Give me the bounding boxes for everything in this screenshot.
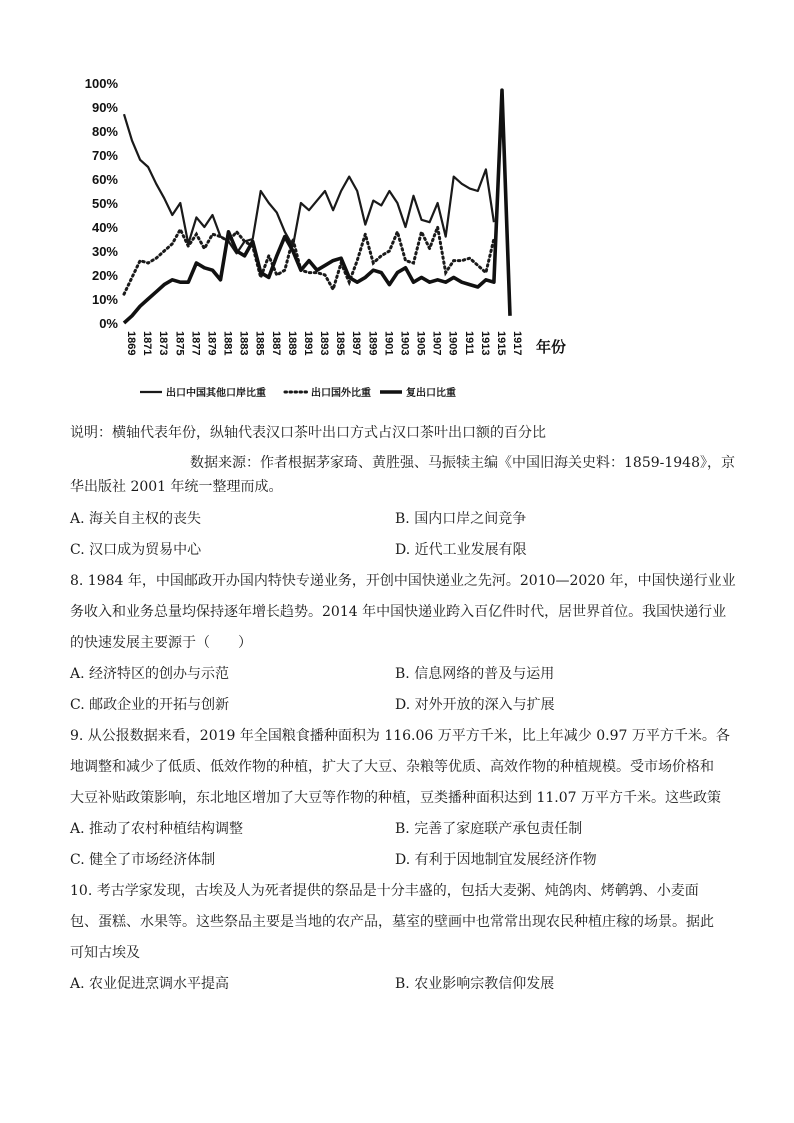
y-tick-label: 10%: [91, 292, 118, 307]
q8-stem-line-3: 的快速发展主要源于（ ）: [70, 635, 252, 651]
x-tick-label: 1873: [157, 331, 170, 356]
x-tick-label: 1909: [446, 331, 459, 356]
x-tick-label: 1869: [125, 331, 137, 356]
q7-option-c[interactable]: C. 汉口成为贸易中心: [70, 542, 202, 558]
x-tick-label: 1915: [494, 331, 507, 356]
q9-options-row-2: [70, 848, 724, 872]
x-tick-label: 1891: [301, 331, 314, 356]
q8-option-d[interactable]: D. 对外开放的深入与扩展: [395, 697, 555, 713]
q7-option-d[interactable]: D. 近代工业发展有限: [395, 542, 527, 558]
legend-label-1: 出口中国其他口岸比重: [166, 388, 266, 399]
x-tick-label: 1889: [285, 331, 298, 356]
q10-stem-line-3: 可知古埃及: [70, 945, 140, 961]
q10-stem-line-1: 10. 考古学家发现，古埃及人为死者提供的祭品是十分丰盛的，包括大麦粥、炖鸽肉、烤鹌鹑、小麦面: [70, 883, 699, 899]
x-axis-title: 年份: [536, 338, 567, 356]
q9-stem-line-2: 地调整和减少了低质、低效作物的种植，扩大了大豆、杂粮等优质、高效作物的种植规模。受市场价格和: [70, 759, 714, 775]
x-tick-label: 1917: [511, 331, 523, 356]
x-tick-label: 1875: [173, 331, 186, 356]
y-tick-label: 60%: [91, 172, 118, 187]
x-tick-label: 1903: [398, 331, 411, 356]
x-tick-label: 1895: [334, 331, 347, 356]
y-tick-label: 90%: [91, 100, 118, 115]
chart-source-line-1: 数据来源：作者根据茅家琦、黄胜强、马振犊主编《中国旧海关史料：1859-1948》，京: [190, 455, 735, 471]
q10-option-b[interactable]: B. 农业影响宗教信仰发展: [395, 976, 555, 992]
q8-option-b[interactable]: B. 信息网络的普及与运用: [395, 666, 555, 682]
q7-options-row-1: [70, 507, 724, 531]
x-tick-label: 1913: [478, 331, 491, 356]
tea-export-line-chart: [70, 70, 590, 410]
q8-options-row-1: [70, 662, 724, 686]
x-tick-label: 1879: [205, 331, 218, 356]
q9-option-a[interactable]: A. 推动了农村种植结构调整: [70, 821, 244, 837]
q8-stem-line-1: 8. 1984 年，中国邮政开办国内特快专递业务，开创中国快递业之先河。2010—2020 年，中国快递行业业: [70, 573, 736, 589]
x-tick-label: 1901: [382, 331, 395, 356]
y-tick-label: 100%: [84, 76, 118, 91]
q9-stem-line-3: 大豆补贴政策影响，东北地区增加了大豆等作物的种植，豆类播种面积达到 11.07 万平方千米。这些政策: [70, 790, 721, 806]
q7-option-a[interactable]: A. 海关自主权的丧失: [70, 511, 202, 527]
q8-options-row-2: [70, 693, 724, 717]
y-tick-label: 50%: [91, 196, 118, 211]
q9-option-c[interactable]: C. 健全了市场经济体制: [70, 852, 216, 868]
q7-options-row-2: [70, 538, 724, 562]
y-tick-label: 0%: [99, 316, 118, 331]
x-tick-label: 1905: [414, 331, 427, 356]
question-text-block: [70, 421, 736, 996]
q8-option-a[interactable]: A. 经济特区的创办与示范: [70, 666, 230, 682]
y-tick-label: 20%: [91, 268, 118, 283]
q9-option-d[interactable]: D. 有利于因地制宜发展经济作物: [395, 852, 597, 868]
x-tick-label: 1885: [253, 331, 266, 356]
chart-note: 说明：横轴代表年份，纵轴代表汉口茶叶出口方式占汉口茶叶出口额的百分比: [70, 425, 546, 441]
q10-options-row-1: [70, 972, 724, 996]
x-tick-label: 1887: [269, 331, 282, 356]
x-tick-label: 1871: [141, 331, 154, 356]
y-tick-label: 30%: [91, 244, 118, 259]
legend-label-2: 出口国外比重: [311, 388, 371, 399]
x-tick-label: 1911: [462, 331, 475, 355]
y-tick-label: 80%: [91, 124, 118, 139]
x-tick-label: 1899: [366, 331, 379, 356]
q10-stem-line-2: 包、蛋糕、水果等。这些祭品主要是当地的农产品，墓室的壁画中也常常出现农民种植庄稼的场景。据此: [70, 914, 714, 930]
x-tick-label: 1897: [350, 331, 363, 356]
x-tick-label: 1883: [237, 331, 250, 356]
x-tick-label: 1881: [221, 331, 234, 356]
y-tick-label: 40%: [91, 220, 118, 235]
q9-stem-line-1: 9. 从公报数据来看，2019 年全国粮食播种面积为 116.06 万平方千米，比上年减少 0.97 万平方千米。各: [70, 728, 730, 744]
q8-stem-line-2: 务收入和业务总量均保持逐年增长趋势。2014 年中国快递业跨入百亿件时代，居世界首位。我国快递行业: [70, 604, 727, 620]
q8-option-c[interactable]: C. 邮政企业的开拓与创新: [70, 697, 230, 713]
chart-source-line-2: 华出版社 2001 年统一整理而成。: [70, 479, 283, 495]
q10-option-a[interactable]: A. 农业促进烹调水平提高: [70, 976, 230, 992]
q7-option-b[interactable]: B. 国内口岸之间竞争: [395, 511, 527, 527]
q9-option-b[interactable]: B. 完善了家庭联产承包责任制: [395, 821, 583, 837]
legend-label-3: 复出口比重: [406, 388, 456, 399]
x-tick-label: 1893: [318, 331, 330, 356]
y-tick-label: 70%: [91, 148, 118, 163]
x-tick-label: 1907: [430, 331, 443, 356]
x-tick-label: 1877: [189, 331, 202, 356]
q9-options-row-1: [70, 817, 724, 841]
